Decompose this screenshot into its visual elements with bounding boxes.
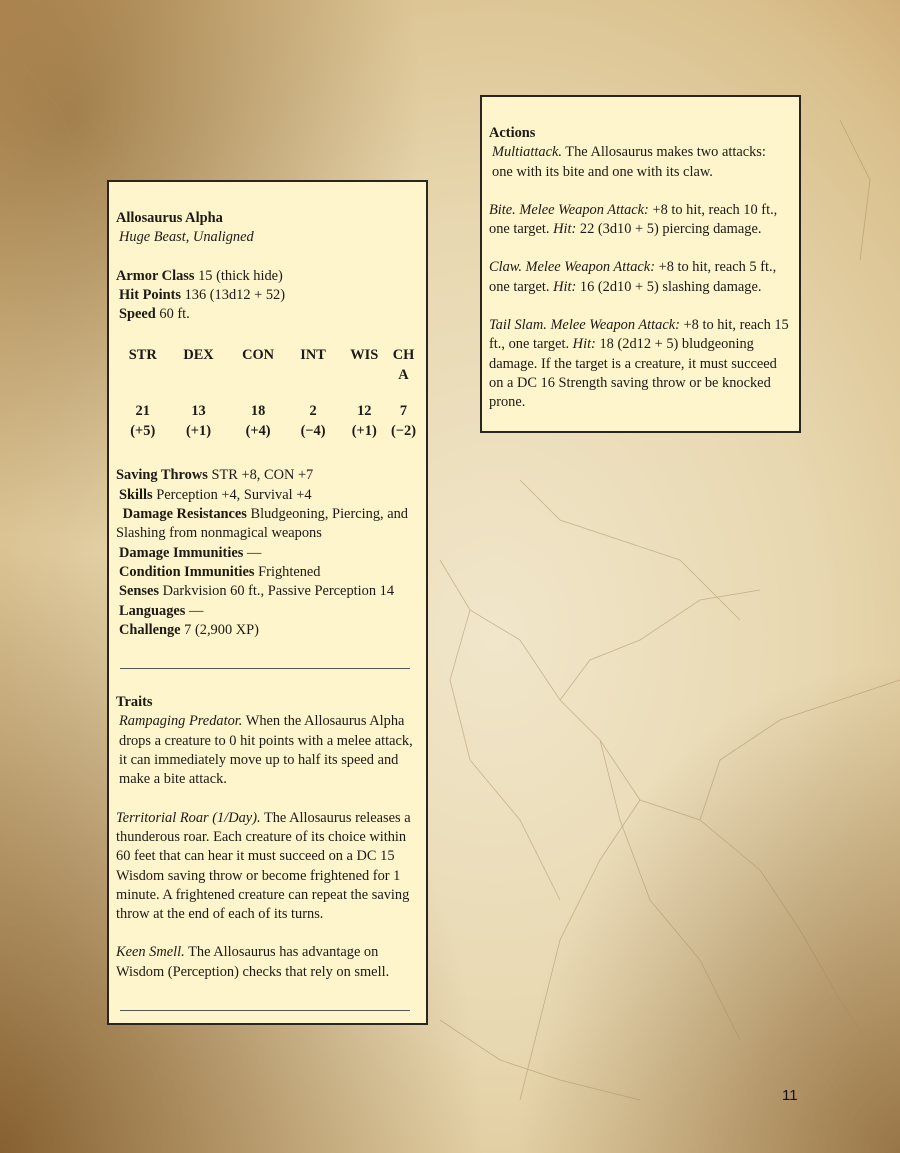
ability-score: 21 — [135, 403, 150, 420]
page-number: 11 — [782, 1087, 798, 1104]
trait-territorial-roar: Territorial Roar (1/Day). The Allosaurus releases a thunderous roar. Each creature of its choice within 60 feet that can hear it must succeed on a DC 15 Wisdom saving throw or become frightened for 1 minute. A frightened creature can repeat the saving throw at the end of each of its turns. — [116, 809, 411, 923]
ability-name: CON — [242, 347, 275, 364]
action-tail-slam: Tail Slam. Melee Weapon Attack: +8 to hit, reach 15 ft., one target. Hit: 18 (2d12 + 5) bludgeoning damage. If the target is a creature, it must succeed on a DC 16 Strength saving throw or be knocked prone. — [489, 317, 789, 411]
ability-modifier: (−4) — [300, 423, 326, 440]
statblock-box — [107, 180, 428, 1025]
ability-name: CHA — [392, 347, 415, 383]
action-multiattack: Multiattack. The Allosaurus makes two attacks: one with its bite and one with its claw. — [492, 144, 766, 180]
condition-immunities-line: Condition Immunities Frightened — [119, 563, 321, 580]
ability-modifier: (+1) — [186, 423, 211, 440]
damage-immunities-line: Damage Immunities — — [119, 544, 262, 561]
ability-score: 2 — [309, 403, 317, 420]
traits-heading: Traits — [116, 694, 153, 711]
action-bite: Bite. Melee Weapon Attack: +8 to hit, reach 10 ft., one target. Hit: 22 (3d10 + 5) piercing damage. — [489, 201, 778, 238]
action-claw: Claw. Melee Weapon Attack: +8 to hit, reach 5 ft., one target. Hit: 16 (2d10 + 5) slashing damage. — [489, 259, 777, 295]
ability-modifier: (−2) — [391, 423, 416, 440]
speed-line: Speed 60 ft. — [119, 306, 190, 323]
ability-score: 13 — [191, 403, 206, 420]
ability-name: INT — [300, 347, 326, 364]
challenge-line: Challenge 7 (2,900 XP) — [119, 621, 259, 638]
ability-name: DEX — [183, 347, 214, 364]
saving-throws-line: Saving Throws STR +8, CON +7 — [116, 467, 314, 484]
creature-name: Allosaurus Alpha — [116, 210, 223, 226]
armor-class-line: Armor Class 15 (thick hide) — [116, 267, 283, 284]
ability-modifier: (+1) — [351, 423, 377, 440]
ability-score: 7 — [399, 403, 408, 420]
section-divider — [120, 1010, 410, 1011]
damage-resistances-line: Damage Resistances Bludgeoning, Piercing, and Slashing from nonmagical weapons — [116, 506, 408, 542]
creature-type: Huge Beast, Unaligned — [119, 229, 254, 246]
trait-keen-smell: Keen Smell. The Allosaurus has advantage on Wisdom (Perception) checks that rely on smell. — [116, 944, 390, 980]
trait-rampaging-predator: Rampaging Predator. When the Allosaurus Alpha drops a creature to 0 hit points with a melee attack, it can immediately move up to half its speed and make a bite attack. — [119, 713, 413, 788]
ability-modifier: (+4) — [245, 423, 271, 440]
ability-scores-table — [116, 346, 416, 442]
ability-name: STR — [128, 347, 157, 364]
actions-heading: Actions — [489, 125, 536, 141]
ability-modifier: (+5) — [130, 423, 156, 440]
skills-line: Skills Perception +4, Survival +4 — [119, 486, 312, 503]
senses-line: Senses Darkvision 60 ft., Passive Perception 14 — [119, 583, 395, 600]
ability-score: 18 — [250, 403, 266, 420]
languages-line: Languages — — [119, 602, 204, 619]
ability-score: 12 — [357, 403, 372, 420]
ability-name: WIS — [350, 347, 379, 364]
actions-box — [480, 95, 801, 433]
hit-points-line: Hit Points 136 (13d12 + 52) — [119, 286, 286, 303]
